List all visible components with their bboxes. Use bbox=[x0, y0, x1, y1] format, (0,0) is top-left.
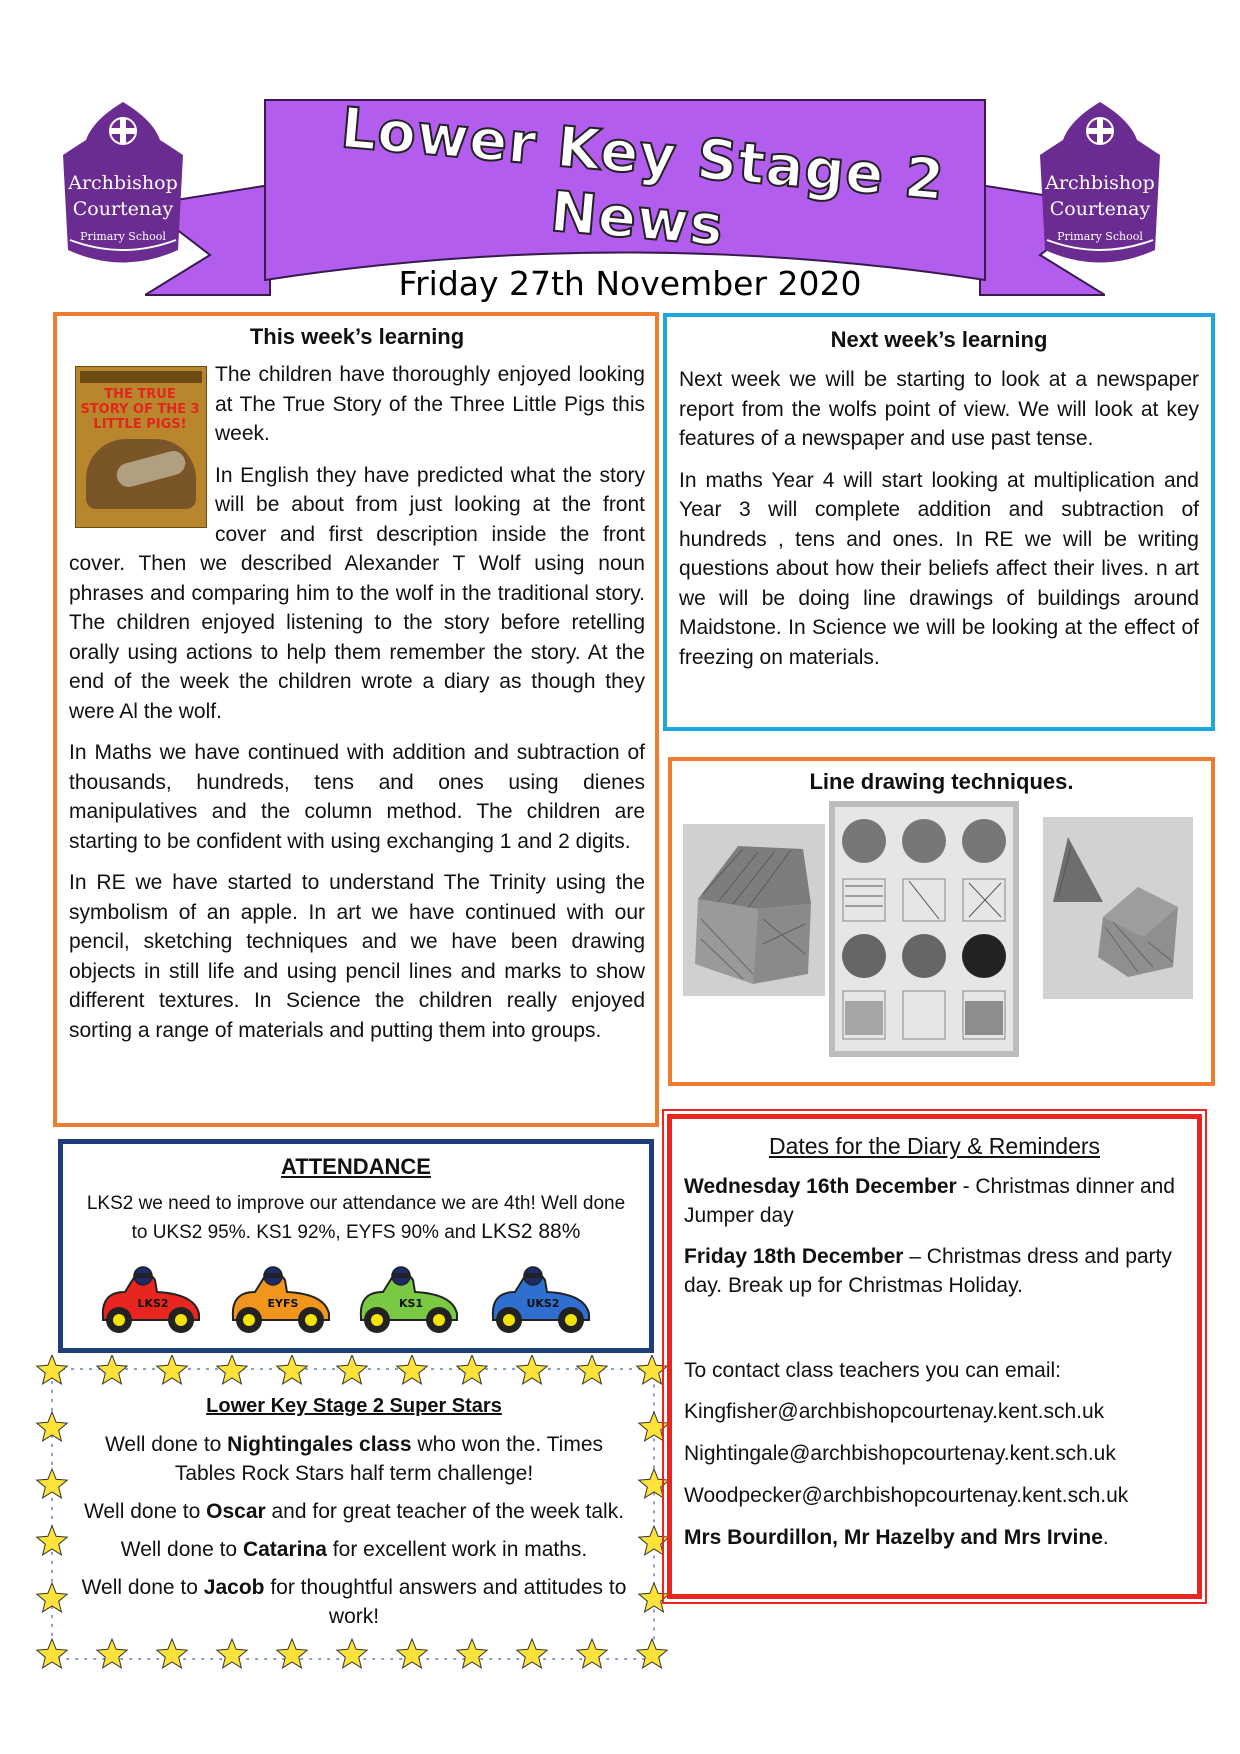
star-icon bbox=[397, 1639, 427, 1668]
teachers-signoff: Mrs Bourdillon, Mr Hazelby and Mrs Irvine. bbox=[684, 1526, 1109, 1549]
star-icon bbox=[457, 1639, 487, 1668]
this-week-section bbox=[53, 312, 659, 1127]
super-stars-heading: Lower Key Stage 2 Super Stars bbox=[206, 1395, 502, 1417]
this-week-heading: This week’s learning bbox=[249, 324, 465, 349]
star-icon bbox=[277, 1355, 307, 1384]
super-stars-section bbox=[34, 1355, 674, 1673]
star-icon bbox=[517, 1639, 547, 1668]
star-icon bbox=[397, 1355, 427, 1384]
attendance-text: LKS2 we need to improve our attendance we are 4th! Well done to UKS2 95%. KS1 92%, EYFS 90% and LKS2 88% bbox=[86, 1193, 626, 1243]
next-week-heading: Next week’s learning bbox=[830, 327, 1048, 352]
this-week-paragraph: In RE we have started to understand The Trinity using the symbolism of an apple. In art we have continued with our pencil, sketching techniques and we have been drawing objects in still life and using pencil lines and marks to show different textures. In Science the children really enjoyed sorting a range of materials and putting them into groups. bbox=[69, 871, 645, 1042]
star-icon bbox=[97, 1639, 127, 1668]
star-icon bbox=[639, 1412, 669, 1441]
star-icon bbox=[639, 1583, 669, 1612]
star-icon bbox=[457, 1355, 487, 1384]
star-icon bbox=[637, 1639, 667, 1668]
email-link[interactable]: Nightingale@archbishopcourtenay.kent.sch.uk bbox=[684, 1442, 1116, 1465]
this-week-paragraph: In English they have predicted what the story will be about from just looking at the front cover and first description inside the front cover. Then we described Alexander T Wolf using noun phrases and comparing him to the wolf in the traditional story. The children enjoyed listening to the story before retelling orally using actions to help them remember the story. At the end of the week the children wrote a diary as though they were Al the wolf. bbox=[69, 463, 645, 723]
hatching-worksheet-photo bbox=[829, 801, 1019, 1057]
book-cover-image: THE TRUE STORY OF THE 3 LITTLE PIGS! bbox=[75, 366, 207, 528]
star-icon bbox=[637, 1355, 667, 1384]
star-icon bbox=[157, 1639, 187, 1668]
star-icon bbox=[639, 1526, 669, 1555]
car-label: LKS2 bbox=[137, 1297, 169, 1310]
super-star-item: Well done to Catarina for excellent work in maths. bbox=[120, 1538, 588, 1561]
next-week-section bbox=[663, 313, 1215, 731]
star-icon bbox=[37, 1469, 67, 1498]
house-sketch-photo bbox=[683, 824, 825, 996]
star-icon bbox=[217, 1355, 247, 1384]
race-car bbox=[225, 1262, 335, 1342]
super-star-item: Well done to Oscar and for great teacher of the week talk. bbox=[83, 1500, 625, 1523]
school-logo-right: Archbishop Courtenay Primary School bbox=[1035, 100, 1165, 270]
star-icon bbox=[577, 1639, 607, 1668]
next-week-paragraph: Next week we will be starting to look at a newspaper report from the wolfs point of view. We will look at key features of a newspaper and use past tense. bbox=[679, 368, 1199, 450]
contact-intro: To contact class teachers you can email: bbox=[684, 1359, 1062, 1382]
star-icon bbox=[577, 1355, 607, 1384]
email-link[interactable]: Kingfisher@archbishopcourtenay.kent.sch.uk bbox=[684, 1400, 1105, 1423]
star-icon bbox=[37, 1526, 67, 1555]
attendance-heading: ATTENDANCE bbox=[281, 1154, 431, 1179]
attendance-cars bbox=[95, 1262, 635, 1342]
star-icon bbox=[37, 1639, 67, 1668]
line-drawing-heading: Line drawing techniques. bbox=[809, 769, 1074, 794]
star-icon bbox=[217, 1639, 247, 1668]
star-icon bbox=[97, 1355, 127, 1384]
car-label: UKS2 bbox=[526, 1297, 560, 1310]
race-car bbox=[353, 1262, 463, 1342]
super-star-item: Well done to Nightingales class who won the. Times Tables Rock Stars half term challenge! bbox=[104, 1433, 603, 1485]
star-icon bbox=[37, 1355, 67, 1384]
this-week-paragraph: In Maths we have continued with addition and subtraction of thousands, hundreds, tens and ones using dienes manipulatives and the column method. The children are starting to be confident with using exchanging 1 and 2 digits. bbox=[69, 741, 645, 853]
super-star-item: Well done to Jacob for thoughtful answers and attitudes to work! bbox=[81, 1576, 627, 1628]
star-icon bbox=[277, 1639, 307, 1668]
school-logo-left: Archbishop Courtenay Primary School bbox=[58, 100, 188, 270]
shapes-sketch-photo bbox=[1043, 817, 1193, 999]
diary-event: Friday 18th December – Christmas dress and party day. Break up for Christmas Holiday. bbox=[684, 1245, 1172, 1297]
diary-event: Wednesday 16th December - Christmas dinner and Jumper day bbox=[684, 1175, 1175, 1227]
dates-heading: Dates for the Diary & Reminders bbox=[768, 1133, 1101, 1159]
car-label: KS1 bbox=[398, 1297, 424, 1310]
star-icon bbox=[157, 1355, 187, 1384]
star-icon bbox=[337, 1355, 367, 1384]
email-link[interactable]: Woodpecker@archbishopcourtenay.kent.sch.uk bbox=[684, 1484, 1129, 1507]
newsletter-title: Lower Key Stage 2 News bbox=[338, 95, 948, 260]
line-drawing-section bbox=[668, 757, 1215, 1086]
car-label: EYFS bbox=[267, 1297, 299, 1310]
header bbox=[0, 0, 1240, 310]
star-icon bbox=[517, 1355, 547, 1384]
race-car bbox=[485, 1262, 595, 1342]
star-icon bbox=[337, 1639, 367, 1668]
race-car bbox=[95, 1262, 205, 1342]
this-week-paragraph: The children have thoroughly enjoyed looking at The True Story of the Three Little Pigs this week. bbox=[215, 363, 645, 445]
attendance-section bbox=[58, 1139, 654, 1353]
dates-section bbox=[667, 1114, 1202, 1599]
newsletter-date: Friday 27th November 2020 bbox=[398, 264, 862, 303]
next-week-paragraph: In maths Year 4 will start looking at multiplication and Year 3 will complete addition and subtraction of hundreds , tens and ones. In RE we will be writing questions about how their beliefs affect their lives. n art we will be doing line drawings of buildings around Maidstone. In Science we will be looking at the effect of freezing on materials. bbox=[679, 468, 1199, 669]
